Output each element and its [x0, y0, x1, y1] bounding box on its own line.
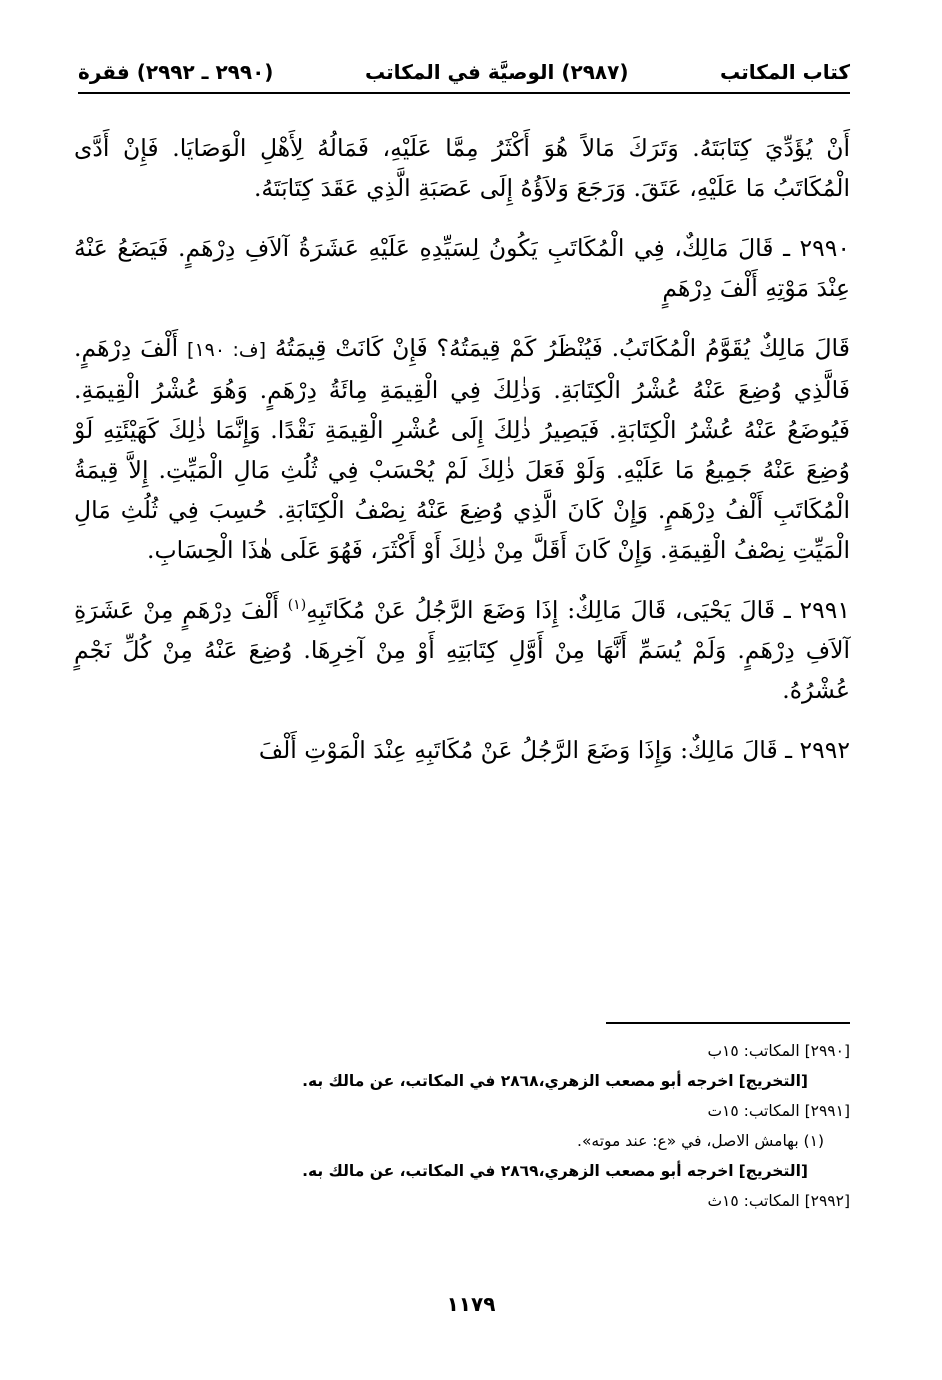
paragraph-malik-commentary-body: أَلْفَ دِرْهَمٍ. فَالَّذِي وُضِعَ عَنْهُ عُشْرُ الْكِتَابَةِ. وَذٰلِكَ فِي الْقِيمَةِ مِائَةُ دِرْهَمٍ. وَهُوَ عُشْرُ الْقِيمَةِ. فَيُوضَعُ عَنْهُ عُشْرُ الْكِتَابَةِ. فَيَصِيرُ ذٰلِكَ إِلَى عُشْرِ الْقِيمَةِ نَقْدًا. وَإِنَّمَا ذٰلِكَ كَهَيْئَتِهِ لَوْ وُضِعَ عَنْهُ جَمِيعُ مَا عَلَيْهِ. وَلَوْ فَعَلَ ذٰلِكَ لَمْ يُحْسَبْ فِي ثُلُثِ مَالِ الْمَيِّتِ. إِلاَّ قِيمَةُ الْمُكَاتَبِ أَلْفُ دِرْهَمٍ. وَإِنْ كَانَ الَّذِي وُضِعَ عَنْهُ نِصْفُ الْكِتَابَةِ. حُسِبَ فِي ثُلُثِ مَالِ الْمَيِّتِ نِصْفُ الْقِيمَةِ. وَإِنْ كَانَ أَقَلَّ مِنْ ذٰلِكَ أَوْ أَكْثَرَ، فَهُوَ عَلَى هٰذَا الْحِسَابِ. [74, 334, 850, 564]
folio-marker: [ف: ١٩٠] [187, 339, 266, 361]
footnote-takhrij-2990 [120, 1066, 850, 1096]
header-book-title: كتاب المكاتب [720, 60, 850, 84]
paragraph-2991-body: أَلْفَ دِرْهَمٍ مِنْ عَشَرَةِ آلاَفِ دِرْهَمٍ. وَلَمْ يُسَمِّ أَنَّهَا مِنْ أَوَّلِ كِتَابَتِهِ أَوْ مِنْ آخِرِهَا. وُضِعَ عَنْهُ مِنْ كُلِّ نَجْمٍ عُشْرُهُ. [74, 596, 850, 704]
header-chapter-title: (٢٩٨٧) الوصيَّة في المكاتب [365, 60, 629, 84]
footnote-takhrij-2991 [120, 1156, 850, 1186]
paragraph-continuation: أَنْ يُؤَدِّيَ كِتَابَتَهُ. وَتَرَكَ مَالاً هُوَ أَكْثَرُ مِمَّا عَلَيْهِ، فَمَالُهُ لِأَهْلِ الْوَصَايَا. فَإِنْ أَدَّى الْمُكَاتَبُ مَا عَلَيْهِ، عَتَقَ. وَرَجَعَ وَلاَؤُهُ إِلَى عَصَبَةِ الَّذِي عَقَدَ كِتَابَتَهُ. [74, 134, 850, 202]
takhrij-text-2991: اخرجه أبو مصعب الزهري،٢٨٦٩ في المكاتب، عن مالك به. [302, 1162, 734, 1180]
takhrij-text-2990: اخرجه أبو مصعب الزهري،٢٨٦٨ في المكاتب، عن مالك به. [302, 1072, 734, 1090]
footnote-ref-2991: [٢٩٩١] المكاتب: ١٥ت [707, 1102, 850, 1120]
paragraph-2991 [74, 590, 850, 710]
main-text [74, 128, 850, 790]
page-number: ١١٧٩ [446, 1292, 496, 1316]
footnote-ref-2992: [٢٩٩٢] المكاتب: ١٥ث [707, 1192, 850, 1210]
header-paragraph-range: (٢٩٩٠ ـ ٢٩٩٢) فقرة [78, 60, 274, 84]
footnote-divider [606, 1022, 850, 1024]
takhrij-label: [التخريج] [738, 1072, 808, 1090]
footnotes [120, 1036, 850, 1216]
paragraph-2990: ٢٩٩٠ ـ قَالَ مَالِكٌ، فِي الْمُكَاتَبِ يَكُونُ لِسَيِّدِهِ عَلَيْهِ عَشَرَةُ آلاَفِ دِرْهَمٍ. فَيَضَعُ عَنْهُ عِنْدَ مَوْتِهِ أَلْفَ دِرْهَمٍ [74, 234, 850, 302]
paragraph-2992: ٢٩٩٢ ـ قَالَ مَالِكٌ: وَإِذَا وَضَعَ الرَّجُلُ عَنْ مُكَاتَبِهِ عِنْدَ الْمَوْتِ أَلْفَ [258, 736, 850, 764]
footnote-note-1: (١) بهامش الاصل، في «ع: عند موته». [577, 1132, 824, 1150]
takhrij-label: [التخريج] [738, 1162, 808, 1180]
paragraph-2991-opening: ٢٩٩١ ـ قَالَ يَحْيَى، قَالَ مَالِكٌ: إِذَا وَضَعَ الرَّجُلُ عَنْ مُكَاتَبِهِ [306, 596, 850, 624]
footnote-ref-2990: [٢٩٩٠] المكاتب: ١٥ب [707, 1042, 850, 1060]
running-header [78, 52, 850, 94]
paragraph-malik-commentary-opening: قَالَ مَالِكٌ يُقَوَّمُ الْمُكَاتَبُ. فَيُنْظَرُ كَمْ قِيمَتُهُ؟ فَإِنْ كَانَتْ قِيمَتُهُ [274, 334, 850, 362]
paragraph-malik-commentary [74, 328, 850, 570]
footnote-reference-1[interactable]: (١) [287, 597, 307, 614]
